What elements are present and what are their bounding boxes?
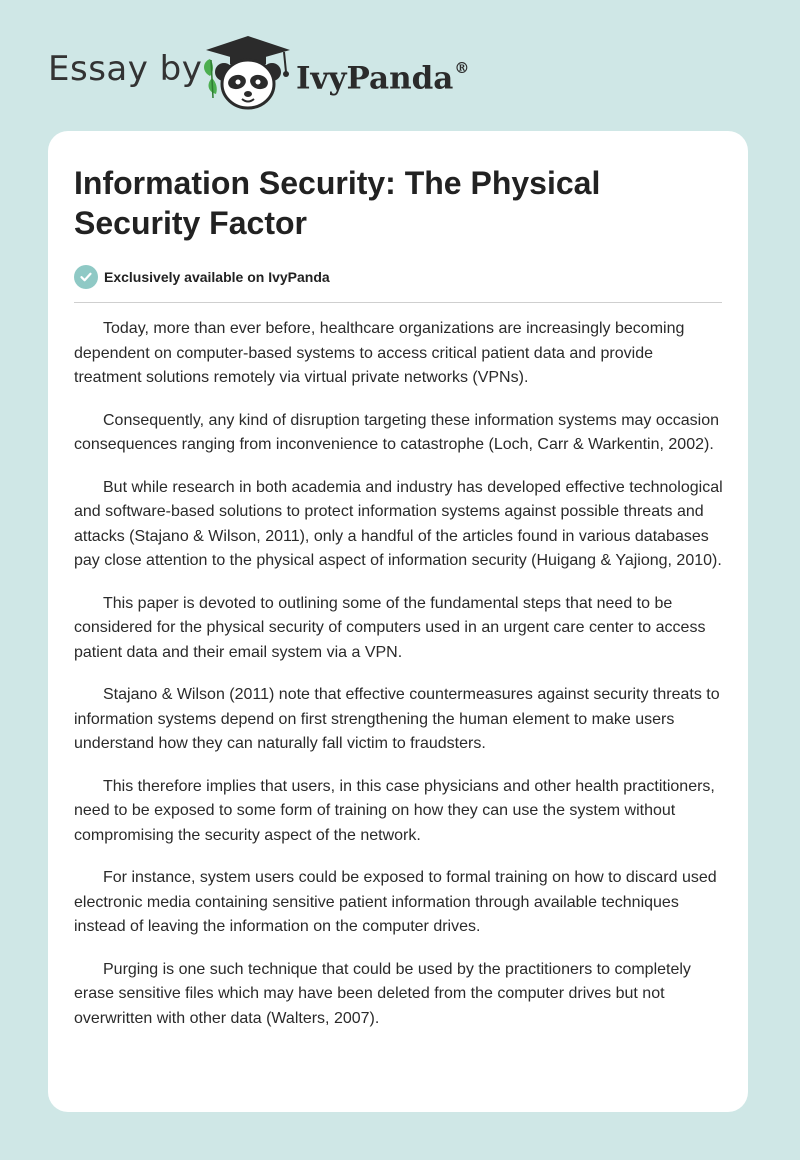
paragraph: Purging is one such technique that could be used by the practitioners to completely erase sensitive files which may have been deleted from the computer drives but not overwritten with other data (Walters, 2007).	[74, 960, 691, 1027]
paragraph: Stajano & Wilson (2011) note that effective countermeasures against security threats to information systems depend on first strengthening the human element to make users understand how they can naturally fall victim to fraudsters.	[74, 686, 720, 752]
article-card	[48, 131, 748, 1112]
essay-by-label: Essay by	[48, 49, 203, 89]
paragraph: This therefore implies that users, in this case physicians and other health practitioners, need to be exposed to some form of training on how they can use the system without compromising the security aspect of the network.	[74, 777, 715, 844]
exclusive-badge-label: Exclusively available on IvyPanda	[104, 269, 330, 285]
trademark-symbol: ®	[454, 59, 470, 77]
paragraph: This paper is devoted to outlining some of the fundamental steps that need to be considered for the physical security of computers used in an urgent care center to access patient data and their email system via a VPN.	[74, 594, 706, 661]
brand-name-text: IvyPanda	[296, 60, 454, 97]
ivypanda-logo-icon[interactable]	[200, 32, 296, 112]
article-body	[74, 317, 724, 1049]
brand-name[interactable]	[296, 52, 469, 98]
exclusive-badge	[74, 264, 330, 290]
paragraph: But while research in both academia and industry has developed effective technological and software-based solutions to protect information systems against possible threats and attacks (Stajano & Wilson, 2011), only a handful of the articles found in various databases pay close attention to the physical aspect of information security (Huigang & Yajiong, 2010).	[74, 478, 723, 569]
paragraph: Today, more than ever before, healthcare organizations are increasingly becoming dependent on computer-based systems to access critical patient data and provide treatment solutions remotely via virtual private networks (VPNs).	[74, 320, 685, 386]
paragraph: For instance, system users could be exposed to formal training on how to discard used electronic media containing sensitive patient information through available techniques instead of leaving the information on the computer drives.	[74, 869, 717, 935]
title-divider	[74, 302, 722, 303]
paragraph: Consequently, any kind of disruption targeting these information systems may occasion consequences ranging from inconvenience to catastrophe (Loch, Carr & Warkentin, 2002).	[74, 411, 720, 453]
site-header	[0, 0, 800, 120]
checkmark-icon	[74, 265, 98, 289]
article-title: Information Security: The Physical Security Factor	[74, 165, 601, 241]
